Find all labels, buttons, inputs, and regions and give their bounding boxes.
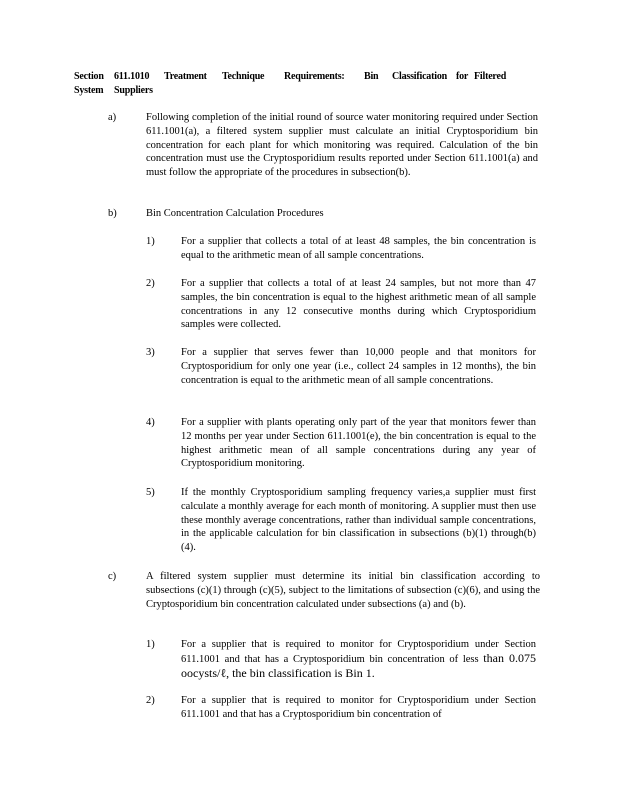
list-item: For a supplier with plants operating only part of the year that monitors fewer than 12 months per year under Section 611.1001(e), the bin concentration is equal to the highest arithmetic mean of all sample concentrations during any year of Cryptosporidium monitoring. bbox=[181, 417, 536, 470]
list-item-text-emphasis: than 0.075 oocysts/ℓ, the bin classification is Bin 1. bbox=[181, 650, 537, 680]
list-item: If the monthly Cryptosporidium sampling frequency varies,a supplier must first calculate a monthly average for each month of monitoring. A supplier must then use these monthly average concentrations, rather than individual sample concentrations, in the applicable calculation for bin classification in subsections (b)(1) through(b)(4). bbox=[181, 487, 536, 554]
list-item: For a supplier that serves fewer than 10,000 people and that monitors for Cryptosporidium for only one year (i.e., collect 24 samples in 12 months), the bin concentration is equal to the arithmetic mean of all sample concentrations. bbox=[181, 347, 536, 386]
list-item: For a supplier that collects a total of at least 48 samples, the bin concentration is equal to the arithmetic mean of all sample concentrations. bbox=[181, 236, 536, 261]
heading-word: Bin bbox=[364, 71, 379, 82]
subsection-a-text: Following completion of the initial round of source water monitoring required under Section 611.1001(a), a filtered system supplier must calculate an initial Cryptosporidium bin concentration for each plant for which monitoring was required. Calculation of the bin concentration must use the Cryptosporidium results reported under Section 611.1001(a) and must follow the appropriate of the procedures in subsection(b). bbox=[146, 112, 538, 179]
subsection-a-label: a) bbox=[108, 112, 117, 123]
list-item-label: 5) bbox=[146, 487, 155, 498]
subsection-b-label: b) bbox=[108, 208, 117, 219]
subsection-c-label: c) bbox=[108, 571, 117, 582]
list-item-label: 2) bbox=[146, 695, 155, 706]
list-item-label: 3) bbox=[146, 347, 155, 358]
heading-word: System bbox=[74, 85, 104, 96]
list-item-label: 1) bbox=[146, 236, 155, 247]
subsection-b-heading: Bin Concentration Calculation Procedures bbox=[146, 208, 324, 219]
heading-word: Requirements: bbox=[284, 71, 345, 82]
list-item-label: 4) bbox=[146, 417, 155, 428]
subsection-c-text: A filtered system supplier must determine its initial bin classification according to subsections (c)(1) through (c)(5), subject to the limitations of subsection (c)(6), and using the Cryptosporidium bin concentration calculated under subsections (a) and (b). bbox=[146, 571, 540, 610]
list-item-label: 1) bbox=[146, 639, 155, 650]
heading-word: Technique bbox=[222, 71, 265, 82]
heading-word: Section bbox=[74, 71, 104, 82]
list-item: For a supplier that collects a total of at least 24 samples, but not more than 47 samples, the bin concentration is equal to the highest arithmetic mean of all sample concentrations in any 12 consecutive months during which Cryptosporidium samples were collected. bbox=[181, 278, 536, 331]
list-item-text: For a supplier that is required to monitor for Cryptosporidium under Section 611.1001 and that has a Cryptosporidium bin concentration of less bbox=[181, 639, 536, 665]
heading-word: Suppliers bbox=[114, 85, 153, 96]
heading-word: for bbox=[456, 71, 469, 82]
list-item-label: 2) bbox=[146, 278, 155, 289]
list-item bbox=[181, 638, 536, 681]
heading-word: 611.1010 bbox=[114, 71, 150, 82]
heading-word: Classification bbox=[392, 71, 447, 82]
section-heading bbox=[74, 70, 544, 98]
heading-word: Treatment bbox=[164, 71, 207, 82]
list-item: For a supplier that is required to monitor for Cryptosporidium under Section 611.1001 and that has a Cryptosporidium bin concentration of bbox=[181, 695, 536, 720]
heading-word: Filtered bbox=[474, 71, 507, 82]
